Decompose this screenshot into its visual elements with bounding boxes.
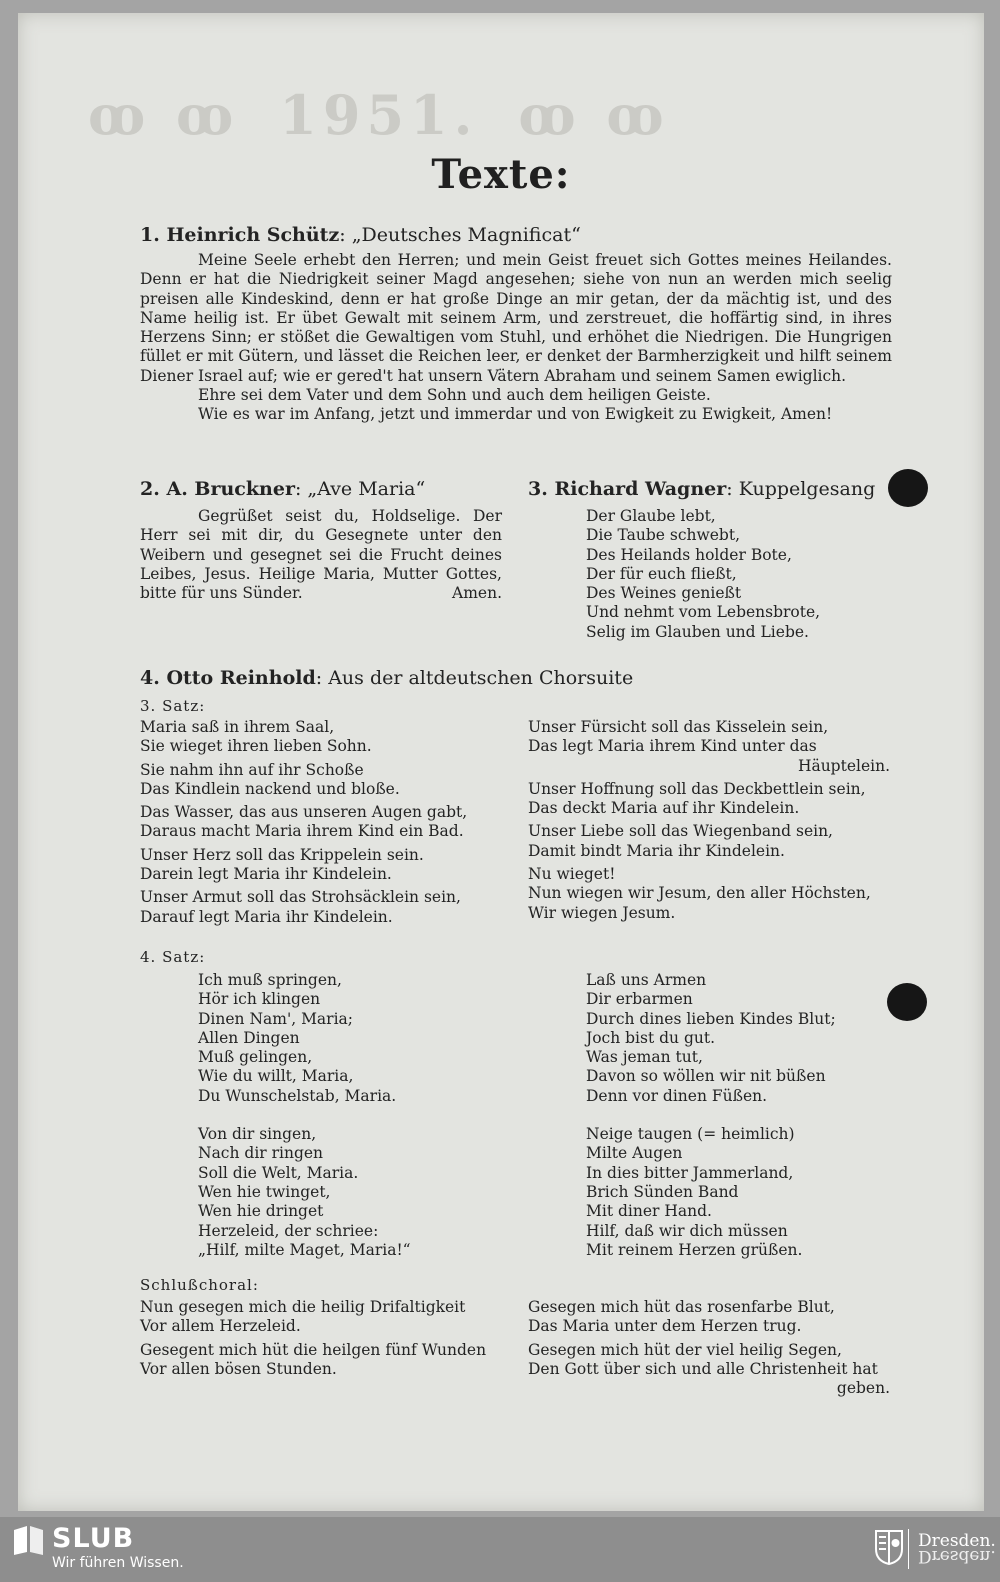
book-logo-icon — [12, 1524, 46, 1556]
verse-line: Das Wasser, das aus unseren Augen gabt, — [140, 803, 468, 822]
footer-divider — [908, 1529, 909, 1569]
composer-name: 3. Richard Wagner — [528, 478, 727, 500]
bleed-ornament-right: ꝏ ꝏ — [518, 83, 670, 147]
verse-line: Sie wieget ihren lieben Sohn. — [140, 737, 372, 756]
verse-line: Durch dines lieben Kindes Blut; — [586, 1009, 836, 1028]
verse-line: Häuptelein. — [797, 756, 890, 775]
verse-line: Daraus macht Maria ihrem Kind ein Bad. — [140, 822, 464, 841]
verse-line: Unser Herz soll das Krippelein sein. — [140, 845, 424, 864]
verse — [528, 507, 908, 642]
stanza — [198, 1125, 508, 1260]
section-heading: 4. Otto Reinhold: Aus der altdeutschen Chorsuite — [140, 667, 634, 689]
couplet — [140, 888, 510, 927]
verse-line: Ich muß springen, — [198, 971, 342, 989]
verse-line: geben. — [836, 1379, 890, 1398]
couplet — [140, 1298, 510, 1337]
verse-line: Brich Sünden Band — [586, 1182, 739, 1201]
verse-line: Den Gott über sich und alle Christenheit hat — [528, 1359, 878, 1378]
verse-line: Vor allen bösen Stunden. — [140, 1359, 337, 1378]
verse-line: Joch bist du gut. — [586, 1028, 716, 1047]
stanza — [586, 971, 906, 1106]
brand-name: SLUB — [52, 1523, 135, 1554]
verse-line: Soll die Welt, Maria. — [198, 1163, 359, 1182]
verse-line: Der Glaube lebt, — [586, 507, 716, 525]
verse-line: Die Taube schwebt, — [586, 526, 741, 545]
verse-line: „Hilf, milte Maget, Maria!“ — [198, 1240, 411, 1259]
verse-line: Denn vor dinen Füßen. — [586, 1086, 768, 1105]
lyrics-paragraph — [140, 507, 502, 603]
verse-line: Das legt Maria ihrem Kind unter das — [528, 737, 817, 756]
lyrics-paragraph: Ehre sei dem Vater und dem Sohn und auch dem heiligen Geiste. — [198, 386, 711, 405]
section-heading: 3. Richard Wagner: Kuppelgesang — [528, 478, 876, 500]
footer-bar — [0, 1517, 1000, 1582]
city-name-reflection: Dresden. — [918, 1546, 996, 1566]
bleed-ornament-left: ꝏ ꝏ — [88, 83, 240, 147]
city-name: Dresden. — [918, 1531, 996, 1551]
verse-line: In dies bitter Jammerland, — [586, 1163, 794, 1182]
verse-line: Hör ich klingen — [198, 990, 321, 1009]
verse-line: Davon so wöllen wir nit büßen — [586, 1067, 826, 1086]
verse-line: Wir wiegen Jesum. — [528, 903, 676, 922]
section-reinhold-heading — [140, 666, 900, 690]
punch-hole — [888, 469, 928, 507]
verse-line: Wen hie dringet — [198, 1202, 324, 1221]
coat-of-arms-icon — [874, 1529, 904, 1565]
satz3-left-column — [140, 718, 510, 931]
couplet — [528, 1298, 890, 1337]
section-heading: 2. A. Bruckner: „Ave Maria“ — [140, 478, 426, 500]
movement-label: 4. Satz: — [140, 948, 206, 966]
verse-line: Mit diner Hand. — [586, 1202, 712, 1221]
verse-line: Was jeman tut, — [586, 1048, 703, 1067]
verse-line: Muß gelingen, — [198, 1048, 313, 1067]
verse-line: Allen Dingen — [198, 1028, 300, 1047]
verse-line: Gesegent mich hüt die heilgen fünf Wunden — [140, 1340, 487, 1359]
verse-line: Und nehmt vom Lebensbrote, — [586, 603, 821, 622]
verse-line: Nun wiegen wir Jesum, den aller Höchsten, — [528, 884, 871, 903]
verse-line: Des Heilands holder Bote, — [586, 545, 792, 564]
verse-line: Des Weines genießt — [586, 584, 742, 603]
verse-line: Das Maria unter dem Herzen trug. — [528, 1317, 802, 1336]
document-page — [18, 13, 984, 1511]
composer-name: 1. Heinrich Schütz — [140, 224, 340, 246]
verse-line: Das Kindlein nackend und bloße. — [140, 779, 400, 798]
couplet — [528, 718, 890, 776]
verse-line: Sie nahm ihn auf ihr Schoße — [140, 760, 364, 779]
verse-line: Wen hie twinget, — [198, 1182, 331, 1201]
verse-line: Vor allem Herzeleid. — [140, 1317, 301, 1336]
movement-label: 3. Satz: — [140, 697, 206, 715]
section-heading: 1. Heinrich Schütz: „Deutsches Magnificat“ — [140, 224, 581, 246]
couplet — [528, 865, 890, 923]
movement-label: Schlußchoral: — [140, 1276, 259, 1294]
satz3-right-column — [528, 718, 890, 927]
couplet — [528, 822, 890, 861]
couplet — [140, 761, 510, 800]
verse-line: Du Wunschelstab, Maria. — [198, 1086, 397, 1105]
verse-line: Unser Liebe soll das Wiegenband sein, — [528, 822, 833, 841]
verse-line: Unser Fürsicht soll das Kisselein sein, — [528, 718, 829, 736]
verse-line: Herzeleid, der schriee: — [198, 1221, 379, 1240]
composer-name: 4. Otto Reinhold — [140, 667, 316, 689]
verse-line: Damit bindt Maria ihr Kindelein. — [528, 841, 785, 860]
amen-text: Amen. — [452, 584, 502, 603]
section-schuetz — [140, 223, 892, 425]
verse-line: Dinen Nam', Maria; — [198, 1009, 354, 1028]
couplet — [528, 1341, 890, 1399]
verse-line: Nach dir ringen — [198, 1144, 324, 1163]
page-title: Texte: — [431, 151, 571, 198]
verse-line: Darauf legt Maria ihr Kindelein. — [140, 907, 393, 926]
couplet — [140, 803, 510, 842]
section-bruckner — [140, 477, 502, 603]
verse-line: Dir erbarmen — [586, 990, 693, 1009]
verse-line: Wie du willt, Maria, — [198, 1067, 354, 1086]
work-title: „Ave Maria“ — [307, 478, 426, 500]
satz4-left-column — [198, 971, 508, 1260]
composer-name: 2. A. Bruckner — [140, 478, 295, 500]
work-title: Aus der altdeutschen Chorsuite — [328, 667, 634, 689]
bleed-through-header — [88, 83, 670, 147]
verse-line: Nun gesegen mich die heilig Drifaltigkeit — [140, 1298, 466, 1316]
verse-line: Das deckt Maria auf ihr Kindelein. — [528, 799, 800, 818]
verse-line: Nu wieget! — [528, 865, 616, 884]
verse-line: Unser Armut soll das Strohsäcklein sein, — [140, 888, 461, 907]
stanza — [586, 1125, 906, 1260]
couplet — [528, 780, 890, 819]
verse-line: Selig im Glauben und Liebe. — [586, 622, 809, 641]
verse-line: Unser Hoffnung soll das Deckbettlein sein, — [528, 779, 866, 798]
verse-line: Mit reinem Herzen grüßen. — [586, 1240, 803, 1259]
verse-line: Darein legt Maria ihr Kindelein. — [140, 865, 392, 884]
section-wagner — [528, 477, 908, 642]
verse-line: Gesegen mich hüt der viel heilig Segen, — [528, 1340, 842, 1359]
stanza — [198, 971, 508, 1106]
verse-line: Der für euch fließt, — [586, 564, 737, 583]
verse-line: Milte Augen — [586, 1144, 683, 1163]
lyrics-paragraph: Wie es war im Anfang, jetzt und immerdar und von Ewigkeit zu Ewigkeit, Amen! — [198, 405, 833, 424]
verse-line: Neige taugen (= heimlich) — [586, 1125, 795, 1144]
verse-line: Laß uns Armen — [586, 971, 707, 989]
lyrics-paragraph: Meine Seele erhebt den Herren; und mein Geist freuet sich Gottes meines Heilandes. Denn er hat die Niedrigkeit seiner Magd angesehen; siehe von nun an werden mich seelig preisen alle Kindeskind, denn er hat große Dinge an mir getan, der da mächtig ist, und des Name heilig ist. Er übet Gewalt mit seinem Arm, und zerstreuet, die hoffärtig sind, in ihres Herzens Sinn; er stößet die Gewaltigen vom Stuhl, und erhöhet die Niedrigen. Die Hungrigen füllet er mit Gütern, und lässet die Reichen leer, er denket der Barmherzigkeit und hilft seinem Diener Israel auf; wie er gered't hat unsern Vätern Abraham und seinem Samen ewiglich. — [140, 251, 892, 385]
couplet — [140, 846, 510, 885]
bleed-year: 1951. — [279, 83, 479, 147]
verse-line: Von dir singen, — [198, 1125, 317, 1144]
satz4-right-column — [586, 971, 906, 1260]
schlusschoral-right-column — [528, 1298, 890, 1402]
work-title: „Deutsches Magnificat“ — [351, 224, 581, 246]
punch-hole — [887, 983, 927, 1021]
lyrics-text: Gegrüßet seist du, Holdselige. Der Herr sei mit dir, du Gesegnete unter den Weibern und gesegnet sei die Frucht deines Leibes, Jesus. Heilige Maria, Mutter Gottes, bitte für uns Sünder. — [140, 507, 502, 603]
verse-line: Hilf, daß wir dich müssen — [586, 1221, 788, 1240]
verse-line: Gesegen mich hüt das rosenfarbe Blut, — [528, 1298, 835, 1316]
verse-line: Maria saß in ihrem Saal, — [140, 718, 335, 736]
brand-tagline: Wir führen Wissen. — [52, 1555, 184, 1571]
couplet — [140, 1341, 510, 1380]
work-title: Kuppelgesang — [738, 478, 876, 500]
schlusschoral-left-column — [140, 1298, 510, 1383]
couplet — [140, 718, 510, 757]
